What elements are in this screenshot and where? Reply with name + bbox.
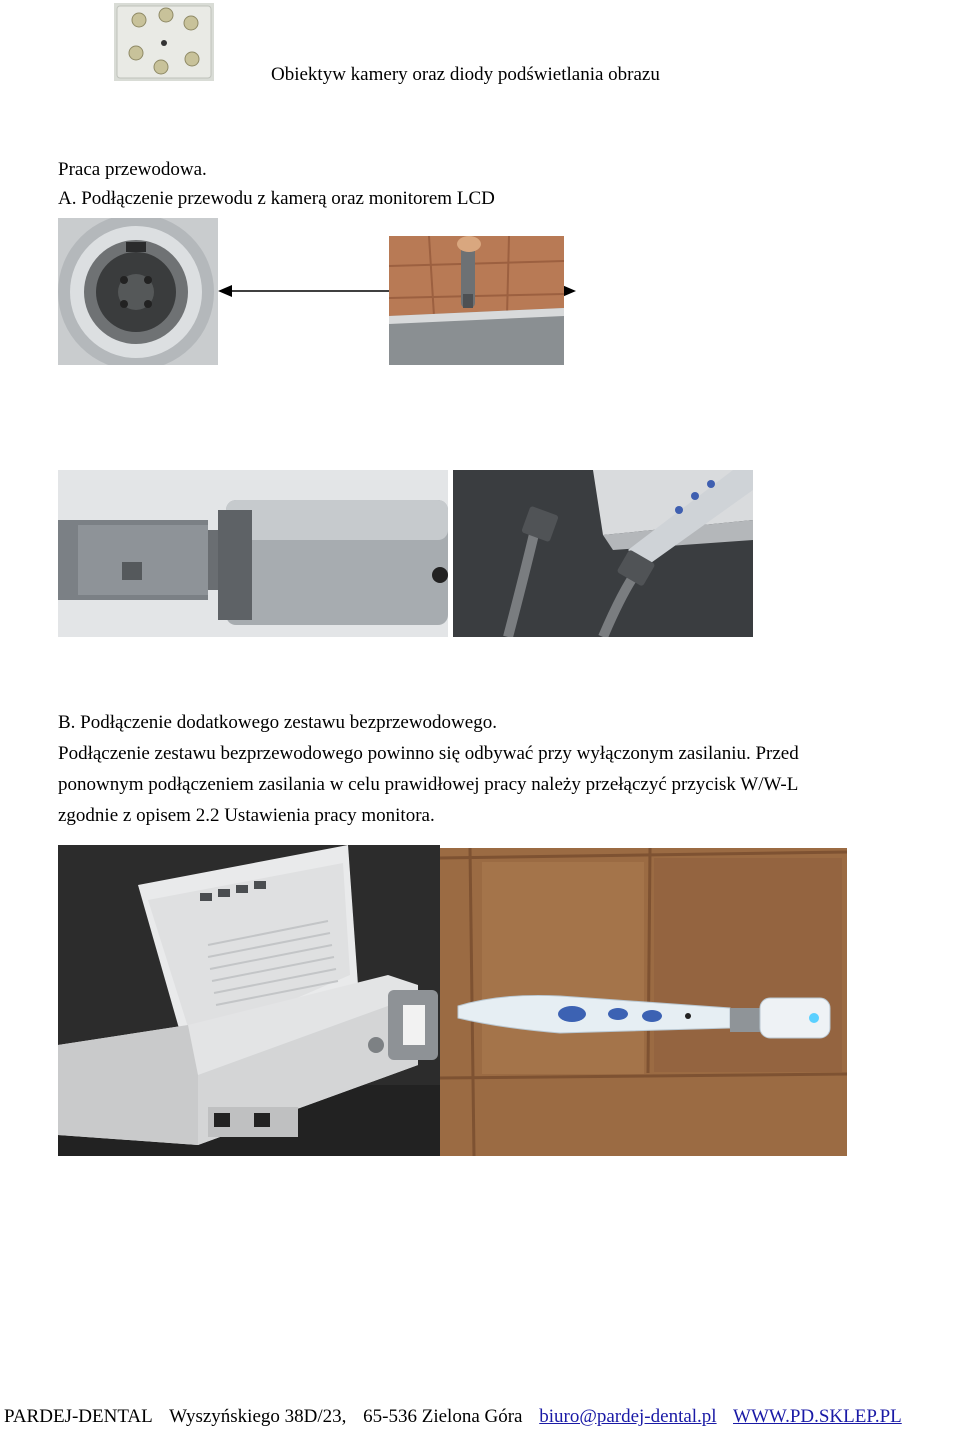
footer-city: 65-536 Zielona Góra	[363, 1406, 523, 1427]
connector-socket-photo	[58, 218, 218, 365]
page-footer	[4, 1406, 902, 1428]
plug-insertion-photo	[58, 470, 448, 637]
wireless-paragraph-line-2: ponownym podłączeniem zasilania w celu prawidłowej pracy należy przełączyć przycisk W/W-L	[58, 774, 799, 795]
cables-monitor-photo	[453, 470, 753, 637]
footer-website-link[interactable]: WWW.PD.SKLEP.PL	[733, 1406, 902, 1427]
camera-plug-photo	[389, 236, 564, 365]
wireless-paragraph-line-1: Podłączenie zestawu bezprzewodowego powinno się odbywać przy wyłączonym zasilaniu. Przed	[58, 743, 799, 764]
footer-company: PARDEJ-DENTAL	[4, 1406, 153, 1427]
footer-street: Wyszyńskiego 38D/23,	[169, 1406, 347, 1427]
section-title-wireless: B. Podłączenie dodatkowego zestawu bezprzewodowego.	[58, 712, 497, 733]
wireless-camera-handpiece-photo	[440, 848, 847, 1156]
lens-caption: Obiektyw kamery oraz diody podświetlania obrazu	[271, 64, 660, 85]
monitor-wireless-receiver-photo	[58, 845, 440, 1156]
camera-lens-led-photo	[114, 3, 214, 81]
section-subtitle-a: A. Podłączenie przewodu z kamerą oraz monitorem LCD	[58, 188, 495, 209]
section-title-wired: Praca przewodowa.	[58, 159, 207, 180]
wireless-paragraph-line-3: zgodnie z opisem 2.2 Ustawienia pracy monitora.	[58, 805, 435, 826]
footer-email-link[interactable]: biuro@pardej-dental.pl	[539, 1406, 717, 1427]
